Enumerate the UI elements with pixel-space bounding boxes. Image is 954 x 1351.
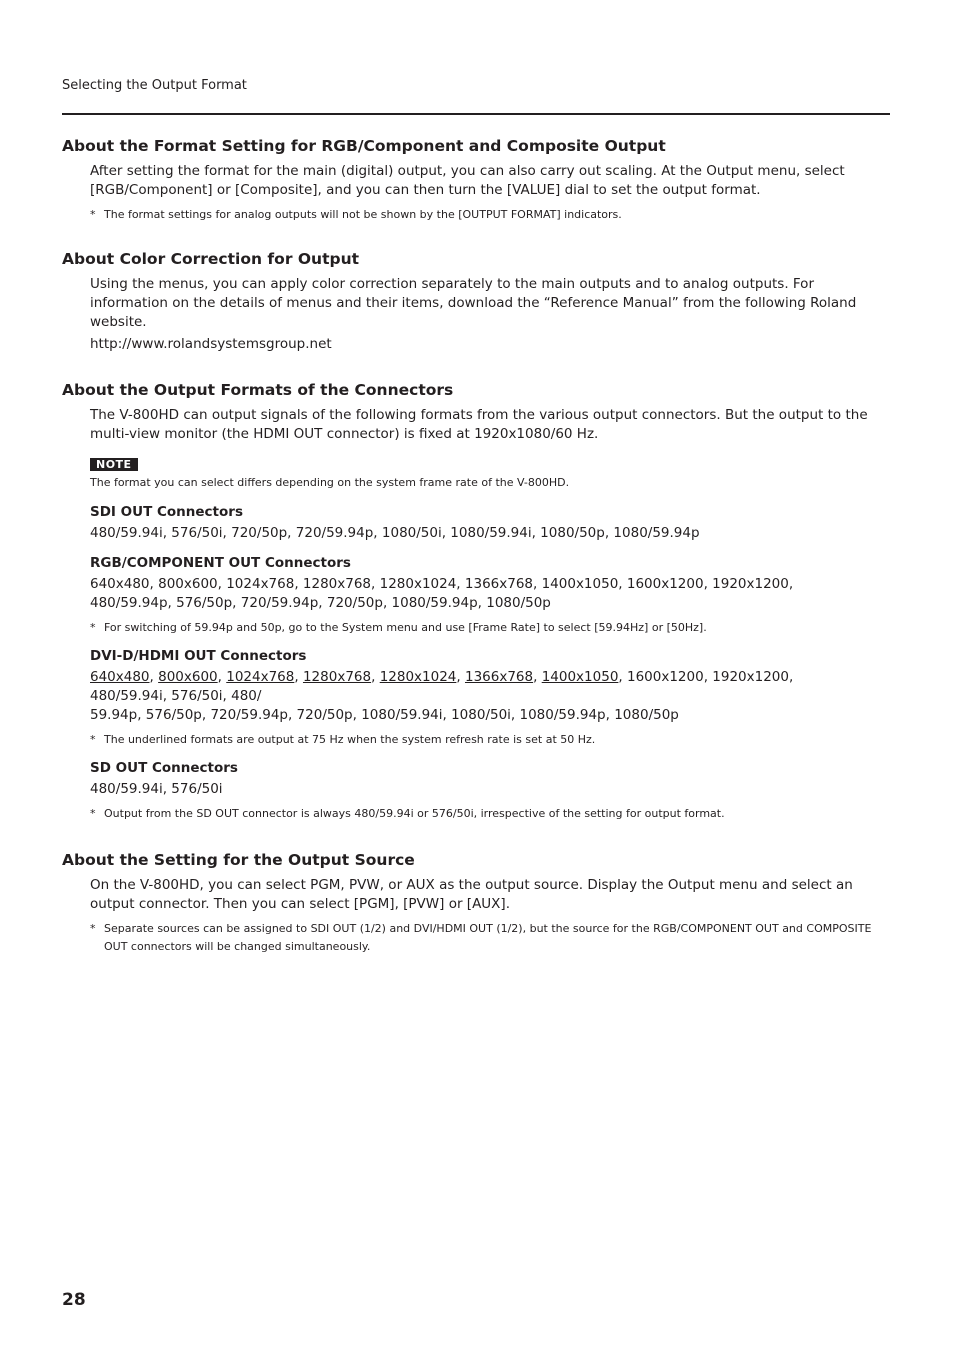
section-title: About Color Correction for Output [62,250,360,268]
section-title: About the Output Formats of the Connectors [62,381,454,399]
section-body: Using the menus, you can apply color correction separately to the main outputs and to analog outputs. For information on the details of menus and their items, download the “Reference Manual” from the following Roland website. [90,276,857,330]
underlined-format: 800x600 [158,669,218,685]
underlined-format: 1280x1024 [379,669,457,685]
footnote-mark: * [90,208,96,221]
underlined-format: 1400x1050 [541,669,619,685]
footnote [90,805,872,823]
footnote-text: The underlined formats are output at 75 Hz when the system refresh rate is set at 50 Hz. [104,733,596,746]
format-list-line-2: 59.94p, 576/50p, 720/59.94p, 720/50p, 1080/59.94i, 1080/50i, 1080/59.94p, 1080/50p [90,707,679,723]
section-output-source [62,850,872,956]
section-body: After setting the format for the main (digital) output, you can also carry out scaling. At the Output menu, select [RGB/Component] or [Composite], and you can then turn the [VALUE] dial to set the output format. [90,163,845,198]
section-title: About the Setting for the Output Source [62,851,415,869]
separator: , [217,669,227,685]
underlined-format: 640x480 [90,669,150,685]
footnote-text: Output from the SD OUT connector is always 480/59.94i or 576/50i, irrespective of the setting for output format. [104,807,725,820]
format-list: 480/59.94i, 576/50i [90,781,223,797]
footnote [90,920,872,956]
sd-connectors [62,759,872,823]
separator: , [456,669,465,685]
underlined-format: 1024x768 [226,669,295,685]
section-format-setting [62,136,872,224]
rgb-component-connectors [62,554,872,637]
footnote-mark: * [90,922,96,935]
section-title: About the Format Setting for RGB/Component and Composite Output [62,137,666,155]
note-badge: NOTE [90,458,138,471]
sdi-connectors [62,503,872,543]
footnote-mark: * [90,621,96,634]
running-head: Selecting the Output Format [62,78,247,93]
subsection-title: SDI OUT Connectors [90,504,243,520]
separator: , [149,669,159,685]
footnote-mark: * [90,733,96,746]
underlined-format: 1366x768 [464,669,534,685]
footnote [90,619,872,637]
dvi-hdmi-connectors [62,647,872,749]
section-body: The V-800HD can output signals of the following formats from the various output connectors. But the output to the multi-view monitor (the HDMI OUT connector) is fixed at 1920x1080/60 Hz. [90,407,868,442]
subsection-title: RGB/COMPONENT OUT Connectors [90,555,351,571]
format-list: 480/59.94i, 576/50i, 720/50p, 720/59.94p, 1080/50i, 1080/59.94i, 1080/50p, 1080/59.94p [90,525,700,541]
underlined-format: 1280x768 [302,669,372,685]
website-link[interactable]: http://www.rolandsystemsgroup.net [90,336,332,352]
format-list-line-2: 480/59.94p, 576/50p, 720/59.94p, 720/50p, 1080/59.94p, 1080/50p [90,595,551,611]
subsection-title: SD OUT Connectors [90,760,238,776]
page-number: 28 [62,1290,86,1310]
footnote-text: For switching of 59.94p and 50p, go to the System menu and use [Frame Rate] to select [59.94Hz] or [50Hz]. [104,621,707,634]
section-body: On the V-800HD, you can select PGM, PVW, or AUX as the output source. Display the Output menu and select an output connector. Then you can select [PGM], [PVW] or [AUX]. [90,877,853,912]
format-list-rest: , 1600x1200, 1920x1200, 480/59.94i, 576/50i, 480/ [90,669,794,704]
footnote-text: The format settings for analog outputs will not be shown by the [OUTPUT FORMAT] indicators. [104,208,622,221]
footnote-text: Separate sources can be assigned to SDI OUT (1/2) and DVI/HDMI OUT (1/2), but the source for the RGB/COMPONENT OUT and COMPOSITE OUT connectors will be changed simultaneously. [104,922,872,953]
separator: , [371,669,380,685]
footnote [90,731,872,749]
section-color-correction [62,249,872,354]
subsection-title: DVI-D/HDMI OUT Connectors [90,648,307,664]
page-content [62,136,872,956]
footnote-mark: * [90,807,96,820]
header-rule [62,113,890,115]
note-text: The format you can select differs depending on the system frame rate of the V-800HD. [90,476,570,489]
separator: , [294,669,303,685]
note-block [62,453,872,491]
section-connector-formats [62,380,872,823]
format-list-line-1: 640x480, 800x600, 1024x768, 1280x768, 1280x1024, 1366x768, 1400x1050, 1600x1200, 1920x1200, [90,576,794,592]
separator: , [533,669,542,685]
footnote [90,206,872,224]
format-list-line-1 [90,668,872,706]
